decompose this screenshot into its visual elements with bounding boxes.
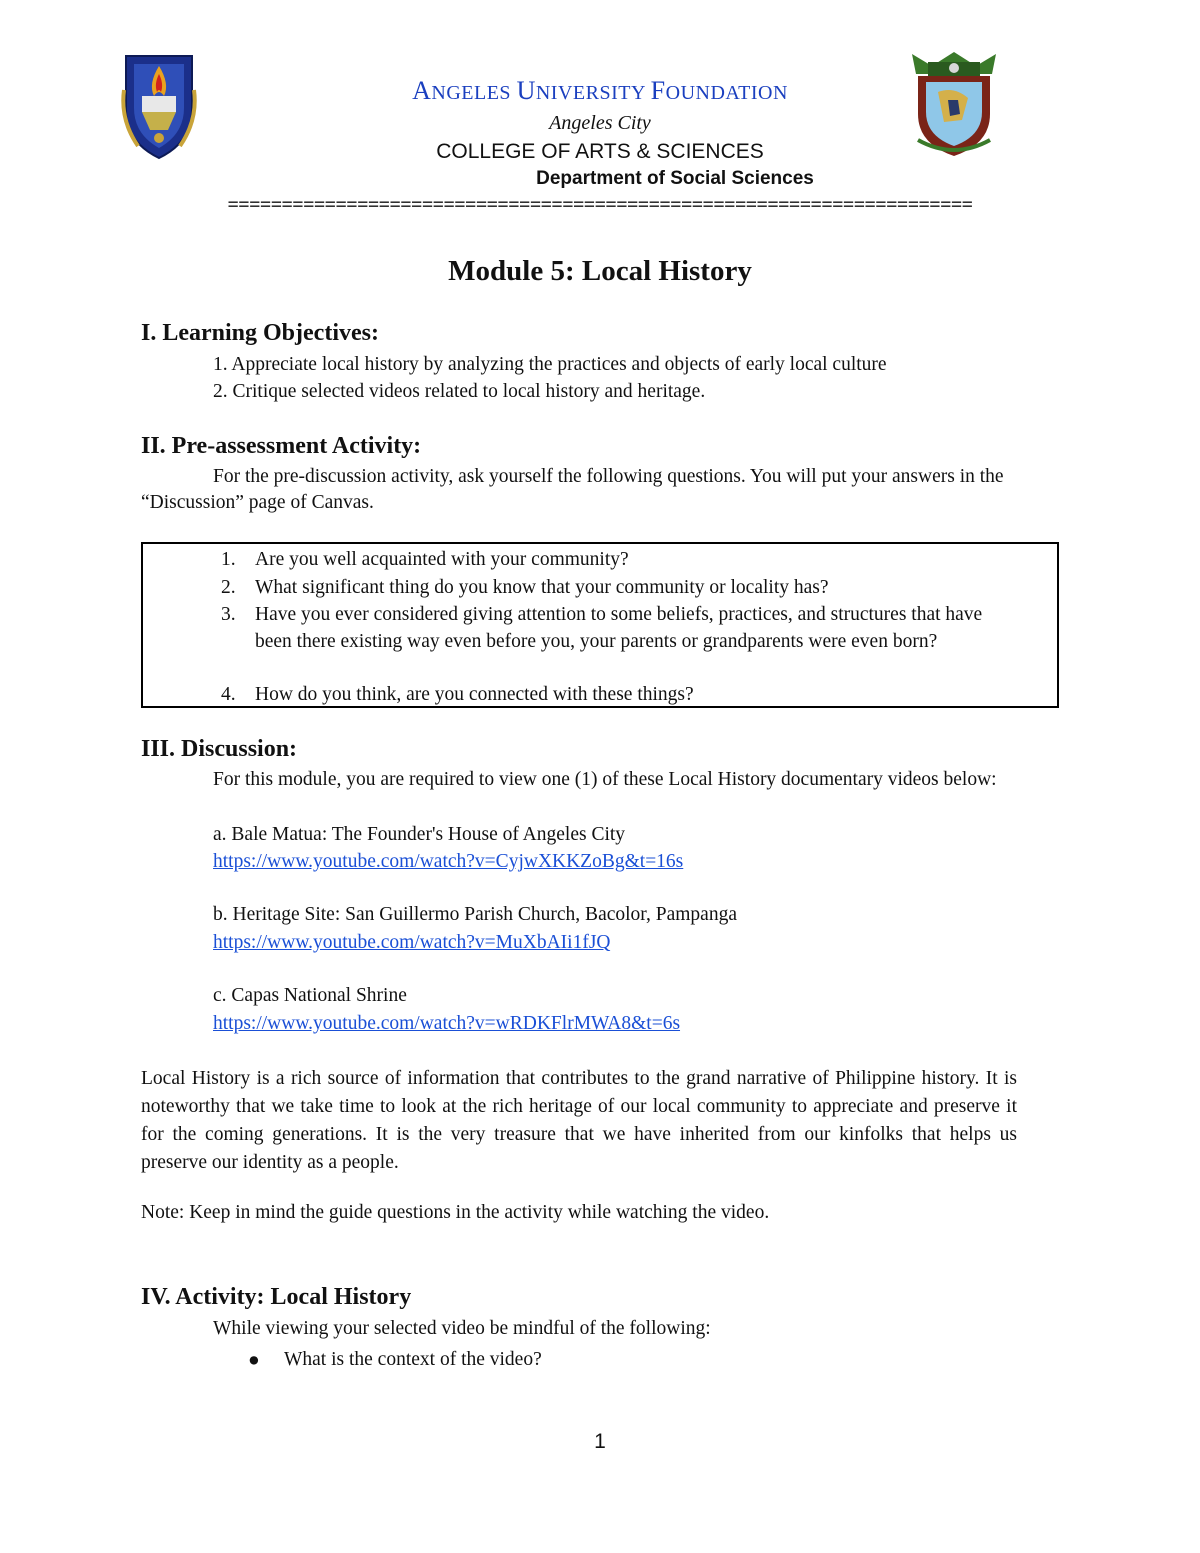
activity-heading: IV. Activity: Local History	[141, 1284, 412, 1310]
preassessment-paragraph: For the pre-discussion activity, ask yourself the following questions. You will put your answers in the “Discussion” page of Canvas.	[141, 466, 1004, 513]
header-divider-rule: =====================================================================	[227, 194, 973, 216]
question-text: Are you well acquainted with your community?	[255, 549, 629, 570]
video-title: b. Heritage Site: San Guillermo Parish Church, Bacolor, Pampanga	[213, 904, 737, 925]
question-item	[221, 546, 1015, 573]
local-history-paragraph: Local History is a rich source of information that contributes to the grand narrative of Philippine history. It is noteworthy that we take time to look at the rich heritage of our local community to appreciate and preserve it for the coming generations. It is the very treasure that we have inherited from our kinfolks that helps us preserve our identity as a people.	[141, 1068, 1017, 1173]
objective-item: 1. Appreciate local history by analyzing the practices and objects of early local culture	[213, 354, 887, 375]
objectives-heading: I. Learning Objectives:	[141, 320, 379, 346]
department-name: Department of Social Sciences	[536, 168, 814, 189]
question-text: Have you ever considered giving attention to some beliefs, practices, and structures that have been there existing way even before you, your parents or grandparents were even born?	[255, 604, 983, 652]
university-name: ANGELES UNIVERSITY FOUNDATION	[412, 76, 788, 105]
question-number: 4.	[221, 684, 236, 705]
video-link[interactable]: https://www.youtube.com/watch?v=wRDKFlrMWA8&t=6s	[213, 1013, 681, 1034]
question-item	[221, 574, 1015, 601]
discussion-paragraph: For this module, you are required to view one (1) of these Local History documentary videos below:	[213, 769, 997, 790]
question-box	[141, 542, 1059, 708]
university-seal-logo	[118, 50, 200, 162]
question-number: 1.	[221, 549, 236, 570]
video-title: a. Bale Matua: The Founder's House of Angeles City	[213, 824, 626, 845]
video-title: c. Capas National Shrine	[213, 985, 407, 1006]
university-city: Angeles City	[549, 112, 651, 134]
question-item	[221, 601, 1015, 655]
question-item	[221, 681, 1015, 708]
video-link[interactable]: https://www.youtube.com/watch?v=CyjwXKKZoBg&t=16s	[213, 851, 684, 872]
video-link[interactable]: https://www.youtube.com/watch?v=MuXbAIi1fJQ	[213, 932, 611, 953]
page-number: 1	[594, 1430, 606, 1453]
question-number: 3.	[221, 604, 236, 625]
activity-intro: While viewing your selected video be mindful of the following:	[213, 1318, 711, 1339]
question-text: How do you think, are you connected with these things?	[255, 684, 694, 705]
question-text: What significant thing do you know that your community or locality has?	[255, 577, 829, 598]
note-text: Note: Keep in mind the guide questions in the activity while watching the video.	[141, 1202, 770, 1223]
objective-item: 2. Critique selected videos related to local history and heritage.	[213, 381, 706, 402]
page-title: Module 5: Local History	[448, 255, 752, 287]
college-name: COLLEGE OF ARTS & SCIENCES	[436, 140, 764, 163]
activity-bullet-item: What is the context of the video?	[284, 1349, 542, 1370]
question-number: 2.	[221, 577, 236, 598]
bullet-icon: ●	[248, 1349, 260, 1371]
discussion-heading: III. Discussion:	[141, 736, 298, 762]
objectives-list	[213, 351, 1093, 405]
preassessment-heading: II. Pre-assessment Activity:	[141, 433, 422, 459]
